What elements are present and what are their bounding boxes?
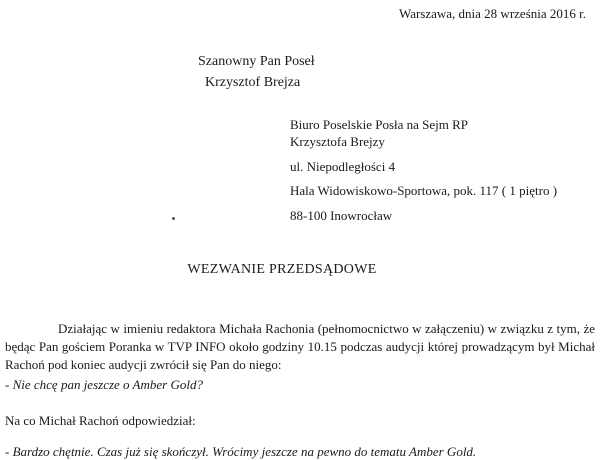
address-line: Krzysztofa Brejzy xyxy=(290,134,385,149)
reply-intro: Na co Michał Rachoń odpowiedział: xyxy=(5,413,196,428)
document-title-text: WEZWANIE PRZEDSĄDOWE xyxy=(187,262,377,277)
scan-speck xyxy=(172,217,175,220)
quote-line: - Bardzo chętnie. Czas już się skończył. Wrócimy jeszcze na pewno do tematu Amber Gold. xyxy=(5,444,477,459)
address-line: Biuro Poselskie Posła na Sejm RP xyxy=(290,117,469,132)
document-title xyxy=(0,262,600,278)
body-paragraph-text: Działając w imieniu redaktora Michała Rachonia (pełnomocnictwo w załączeniu) w związku z tym, że będąc Pan gościem Poranka w TVP INFO około godziny 10.15 podczas audycji której prowadzącym był Michał Rachoń pod koniec audycji zwrócił się Pan do niego: xyxy=(5,321,595,372)
letter-date: Warszawa, dnia 28 września 2016 r. xyxy=(398,6,586,21)
addressee-name: Krzysztof Brejza xyxy=(205,75,301,90)
addressee-salutation: Szanowny Pan Poseł xyxy=(198,54,315,69)
address-line: ul. Niepodległości 4 xyxy=(290,159,396,174)
address-line: Hala Widowiskowo-Sportowa, pok. 117 ( 1 piętro ) xyxy=(290,183,558,198)
body-paragraph xyxy=(5,320,595,374)
address-line: 88-100 Inowrocław xyxy=(290,208,393,223)
quote-line: - Nie chcę pan jeszcze o Amber Gold? xyxy=(5,377,203,392)
